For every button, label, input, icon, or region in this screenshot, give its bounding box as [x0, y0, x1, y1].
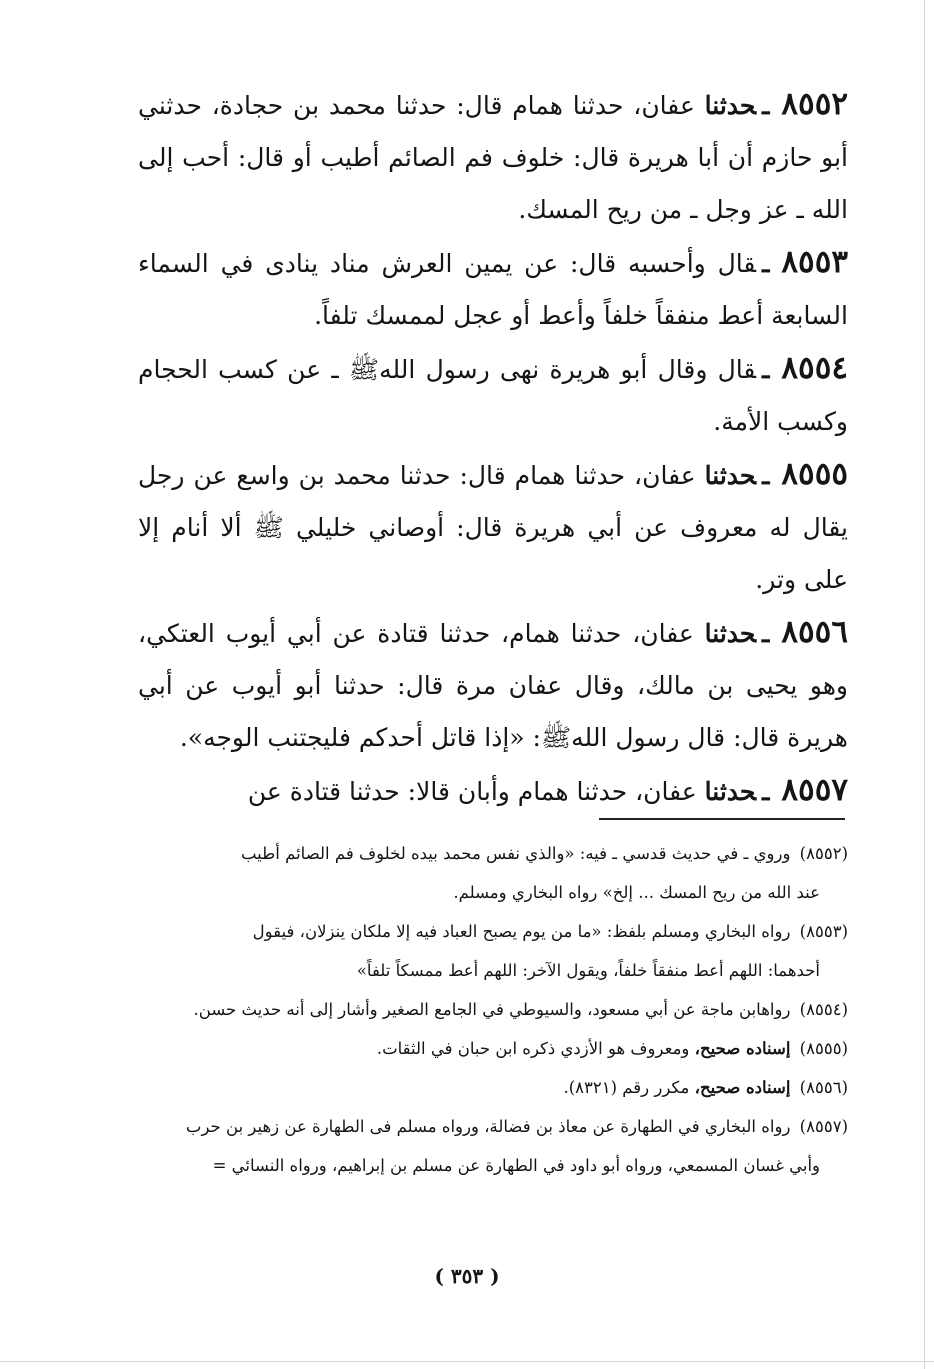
- scan-edge-line: [0, 1361, 934, 1362]
- hadith-body: عفان، حدثنا همام، حدثنا قتادة عن أبي أيوب العتكي، وهو يحيى بن مالك، وقال عفان مرة قال: حدثنا أبو أيوب عن أبي هريرة قال: قال رسول اللهﷺ: «إذا قاتل أحدكم فليجتنب الوجه».: [138, 619, 848, 752]
- footnote-number: (٨٥٥٤): [799, 1000, 848, 1019]
- hadith-lead: حدثنا: [704, 91, 757, 120]
- footnote-line: رواهابن ماجة عن أبي مسعود، والسيوطي في الجامع الصغير وأشار إلى أنه حديث حسن.: [193, 1000, 791, 1019]
- footnote-line: وروي ـ في حديث قدسي ـ فيه: «والذي نفس محمد بيده لخلوف فم الصائم أطيب: [240, 844, 791, 863]
- footnote-line: أحدهما: اللهم أعط منفقاً خلفاً، ويقول الآخر: اللهم أعط ممسكاً تلفاً»: [356, 961, 820, 980]
- footnote-8554: [140, 990, 848, 1029]
- hadith-number: ٨٥٥٥: [781, 456, 848, 492]
- footnote-line: رواه البخاري ومسلم بلفظ: «ما من يوم يصبح العباد فيه إلا ملكان ينزلان، فيقول: [252, 922, 791, 941]
- hadith-body: قال وأحسبه قال: عن يمين العرش مناد ينادى في السماء السابعة أعط منفقاً خلفاً وأعط أو عجل لممسك تلفاً.: [138, 249, 848, 330]
- footnote-lead: إسناده صحيح،: [694, 1078, 791, 1097]
- footnote-line: ومعروف هو الأزدي ذكره ابن حبان في الثقات.: [376, 1039, 690, 1058]
- footnote-line: مكرر رقم (٨٣٢١).: [563, 1078, 690, 1097]
- page-number: ( ٣٥٣ ): [434, 1264, 500, 1288]
- hadith-body: عفان، حدثنا همام قال: حدثنا محمد بن حجادة، حدثني أبو حازم أن أبا هريرة قال: خلوف فم الصائم أطيب أو قال: أحب إلى الله ـ عز وجل ـ من ريح المسك.: [138, 91, 848, 224]
- hadith-body: قال وقال أبو هريرة نهى رسول اللهﷺ ـ عن كسب الحجام وكسب الأمة.: [138, 355, 848, 436]
- footnote-8555: [140, 1029, 848, 1068]
- footnote-line: وأبي غسان المسمعي، ورواه أبو داود في الطهارة عن مسلم بن إبراهيم، ورواه النسائي =: [212, 1156, 820, 1175]
- footnote-line: عند الله من ريح المسك ... إلخ» رواه البخاري ومسلم.: [453, 883, 820, 902]
- footnote-8553: [140, 912, 848, 990]
- hadith-number: ٨٥٥٣: [781, 244, 848, 280]
- footnote-number: (٨٥٥٢): [799, 844, 848, 863]
- footnotes: [140, 834, 848, 1185]
- hadith-8557: ٨٥٥٧ـحدثنا عفان، حدثنا همام وأبان قالا: حدثنا قتادة عن: [247, 772, 848, 808]
- footnote-8557: [140, 1107, 848, 1185]
- hadith-number: ٨٥٥٤: [781, 350, 848, 386]
- hadith-8555: ٨٥٥٥ـحدثنا عفان، حدثنا همام قال: حدثنا محمد بن واسع عن رجل يقال له معروف عن أبي هريرة قال: أوصاني خليلي ﷺ ألا أنام إلا على وتر.: [138, 456, 848, 594]
- footnote-line: رواه البخاري في الطهارة عن معاذ بن فضالة، ورواه مسلم فى الطهارة عن زهير بن حرب: [185, 1117, 791, 1136]
- footnote-8552: [140, 834, 848, 912]
- footnote-separator: [599, 818, 845, 820]
- footnote-8556: [140, 1068, 848, 1107]
- hadith-8554: ٨٥٥٤ـقال وقال أبو هريرة نهى رسول اللهﷺ ـ عن كسب الحجام وكسب الأمة.: [138, 350, 848, 436]
- scan-edge-line: [924, 0, 925, 1369]
- hadith-number: ٨٥٥٧: [781, 772, 848, 808]
- hadith-body: عفان، حدثنا همام وأبان قالا: حدثنا قتادة عن: [247, 777, 697, 806]
- hadith-number: ٨٥٥٢: [781, 86, 848, 122]
- footnote-number: (٨٥٥٥): [799, 1039, 848, 1058]
- main-text: [138, 78, 848, 818]
- footnote-number: (٨٥٥٦): [799, 1078, 848, 1097]
- hadith-number: ٨٥٥٦: [781, 614, 848, 650]
- footnote-number: (٨٥٥٧): [799, 1117, 848, 1136]
- hadith-lead: حدثنا: [704, 461, 757, 490]
- hadith-8553: ٨٥٥٣ـقال وأحسبه قال: عن يمين العرش مناد ينادى في السماء السابعة أعط منفقاً خلفاً وأعط أو عجل لممسك تلفاً.: [138, 244, 848, 330]
- hadith-lead: حدثنا: [704, 777, 757, 806]
- hadith-lead: حدثنا: [704, 619, 757, 648]
- hadith-body: عفان، حدثنا همام قال: حدثنا محمد بن واسع عن رجل يقال له معروف عن أبي هريرة قال: أوصاني خليلي ﷺ ألا أنام إلا على وتر.: [138, 461, 848, 594]
- hadith-8556: ٨٥٥٦ـحدثنا عفان، حدثنا همام، حدثنا قتادة عن أبي أيوب العتكي، وهو يحيى بن مالك، وقال عفان مرة قال: حدثنا أبو أيوب عن أبي هريرة قال: قال رسول اللهﷺ: «إذا قاتل أحدكم فليجتنب الوجه».: [138, 614, 848, 752]
- hadith-8552: ٨٥٥٢ـحدثنا عفان، حدثنا همام قال: حدثنا محمد بن حجادة، حدثني أبو حازم أن أبا هريرة قال: خلوف فم الصائم أطيب أو قال: أحب إلى الله ـ عز وجل ـ من ريح المسك.: [138, 86, 848, 224]
- footnote-lead: إسناده صحيح،: [694, 1039, 791, 1058]
- footnote-number: (٨٥٥٣): [799, 922, 848, 941]
